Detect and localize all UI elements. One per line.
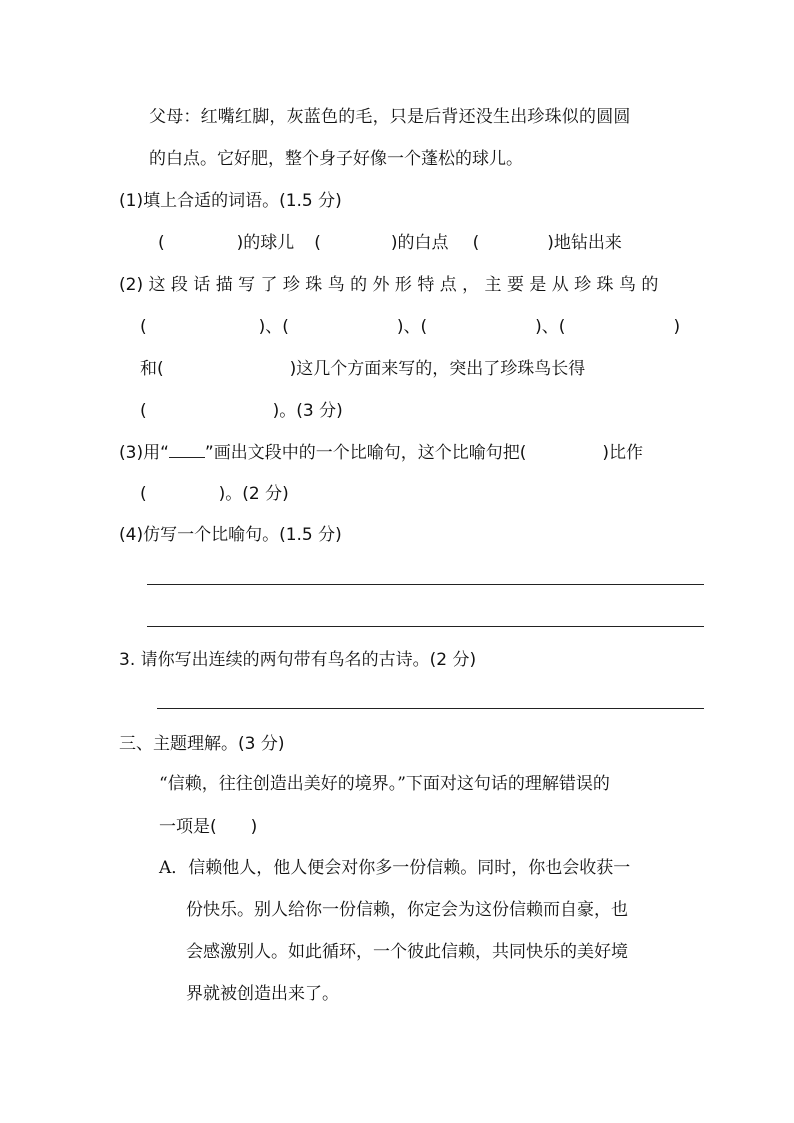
q1-open-2: ( [314, 233, 321, 253]
q3-open-2: ( [140, 484, 147, 504]
q2-close-last: )。(3 分) [272, 401, 343, 421]
q2-sep-2: )、( [396, 317, 428, 337]
section-3-heading: 三、主题理解。(3 分) [119, 734, 285, 754]
option-a-line-1: A．信赖他人，他人便会对你多一份信赖。同时，你也会收获一 [159, 858, 631, 878]
q3-underline-mark [169, 441, 205, 458]
q1-blank-row [158, 232, 622, 254]
option-a-line-3: 会感激别人。如此循环，一个彼此信赖，共同快乐的美好境 [186, 942, 628, 962]
section-q3-prompt: 3. 请你写出连续的两句带有鸟名的古诗。(2 分) [119, 650, 477, 670]
q2-blank-row-3 [140, 400, 343, 422]
q2-sep-1: )、( [258, 317, 289, 337]
q1-open-1: ( [158, 233, 165, 253]
q1-open-3: ( [472, 233, 480, 253]
q3-prefix: (3)用“ [119, 443, 169, 463]
q2-row2-text: )这几个方面来写的，突出了珍珠鸟长得 [289, 359, 586, 379]
passage-line-1: 父母：红嘴红脚，灰蓝色的毛，只是后背还没生出珍珠似的圆圆 [149, 107, 631, 127]
q2-open-last: ( [140, 401, 147, 421]
q2-open-1: ( [140, 317, 147, 337]
q1-prompt: (1)填上合适的词语。(1.5 分) [119, 191, 342, 211]
q2-and-open: 和( [140, 359, 164, 379]
q1-close-2: )的白点 [390, 233, 449, 253]
section-3-stem-line-1: “信赖，往往创造出美好的境界。”下面对这句话的理解错误的 [159, 774, 610, 794]
q4-answer-line-1[interactable] [147, 584, 704, 585]
q1-close-1: )的球儿 [236, 233, 295, 253]
q2-blank-row-1 [140, 316, 680, 338]
q3-line-1 [119, 441, 643, 464]
q1-close-3: )地钻出来 [547, 233, 622, 253]
q3-close-2: )。(2 分) [218, 484, 289, 504]
q3-mid: ”画出文段中的一个比喻句，这个比喻句把( [204, 443, 527, 463]
q2-blank-row-2 [140, 358, 585, 380]
q4-answer-line-2[interactable] [147, 626, 704, 627]
option-a-line-4: 界就被创造出来了。 [186, 984, 339, 1004]
section-q3-answer-line[interactable] [157, 708, 704, 709]
passage-line-2: 的白点。它好肥，整个身子好像一个蓬松的球儿。 [149, 149, 523, 169]
q3-line-2 [140, 483, 289, 505]
q3-end: )比作 [602, 443, 643, 463]
q2-close-4: ) [673, 317, 681, 337]
q4-prompt: (4)仿写一个比喻句。(1.5 分) [119, 525, 342, 545]
option-a-line-2: 份快乐。别人给你一份信赖，你定会为这份信赖而自豪，也 [186, 900, 628, 920]
section-3-stem-line-2: 一项是( ) [159, 817, 258, 837]
q2-line-1: (2) 这 段 话 描 写 了 珍 珠 鸟 的 外 形 特 点 ， 主 要 是 从 珍 珠 鸟 的 [119, 275, 659, 295]
q2-sep-3: )、( [535, 317, 566, 337]
